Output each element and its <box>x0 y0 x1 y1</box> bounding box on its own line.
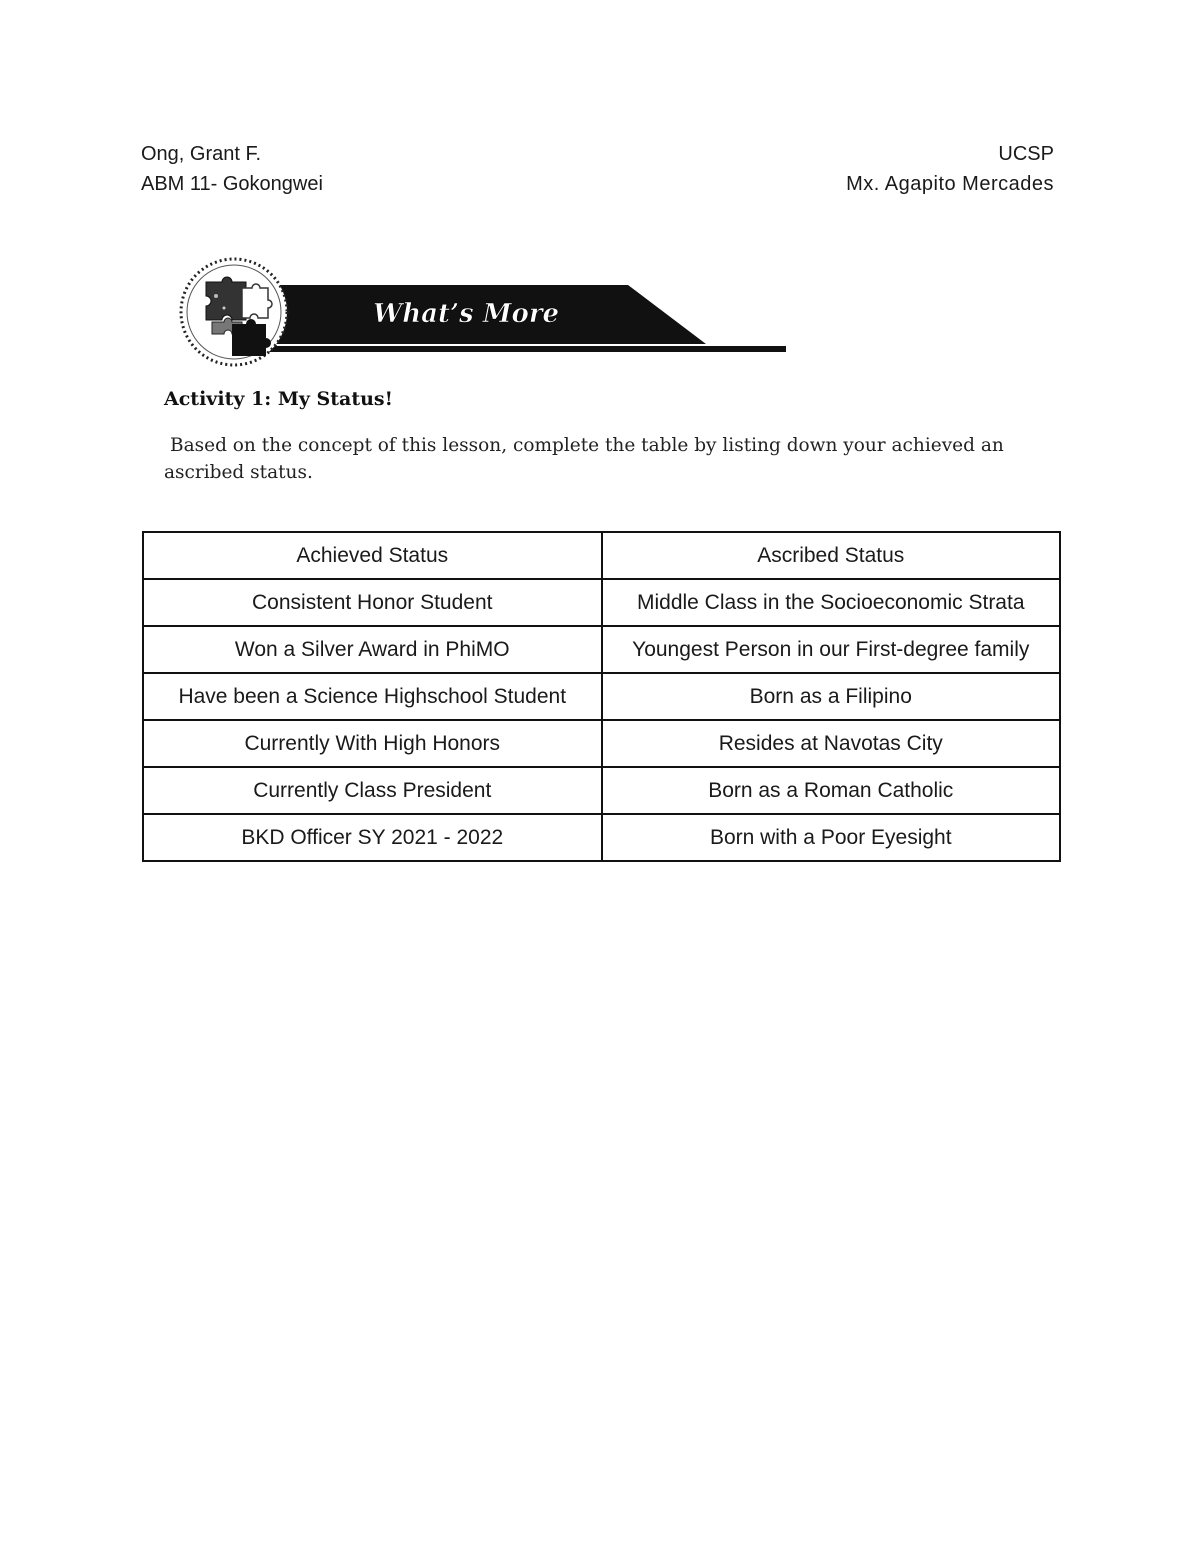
ascribed-cell: Middle Class in the Socioeconomic Strata <box>602 579 1061 626</box>
course-info <box>846 139 1054 199</box>
activity-title: Activity 1: My Status! <box>164 388 393 410</box>
student-section: ABM 11- Gokongwei <box>141 173 323 195</box>
course-code: UCSP <box>998 143 1054 165</box>
whats-more-banner <box>176 256 796 368</box>
ascribed-cell: Born as a Roman Catholic <box>602 767 1061 814</box>
banner-title: What’s More <box>373 299 560 329</box>
achieved-cell: Currently Class President <box>143 767 602 814</box>
teacher-name: Mx. Agapito Mercades <box>846 173 1054 195</box>
ascribed-cell: Born as a Filipino <box>602 673 1061 720</box>
achieved-cell: Currently With High Honors <box>143 720 602 767</box>
table-row <box>143 720 1060 767</box>
status-table <box>142 531 1061 862</box>
ascribed-cell: Born with a Poor Eyesight <box>602 814 1061 861</box>
student-info <box>141 139 323 199</box>
table-row <box>143 673 1060 720</box>
table-header-row <box>143 532 1060 579</box>
ascribed-cell: Youngest Person in our First-degree family <box>602 626 1061 673</box>
table-row <box>143 767 1060 814</box>
table-row <box>143 814 1060 861</box>
achieved-cell: Have been a Science Highschool Student <box>143 673 602 720</box>
table-row <box>143 579 1060 626</box>
achieved-cell: Won a Silver Award in PhiMO <box>143 626 602 673</box>
ascribed-cell: Resides at Navotas City <box>602 720 1061 767</box>
achieved-cell: Consistent Honor Student <box>143 579 602 626</box>
student-name: Ong, Grant F. <box>141 143 262 165</box>
activity-instructions: Based on the concept of this lesson, complete the table by listing down your achieved an ascribed status. <box>164 435 1004 483</box>
header-achieved-status: Achieved Status <box>143 532 602 579</box>
achieved-cell: BKD Officer SY 2021 - 2022 <box>143 814 602 861</box>
table-row <box>143 626 1060 673</box>
header-ascribed-status: Ascribed Status <box>602 532 1061 579</box>
puzzle-icon <box>181 259 287 365</box>
